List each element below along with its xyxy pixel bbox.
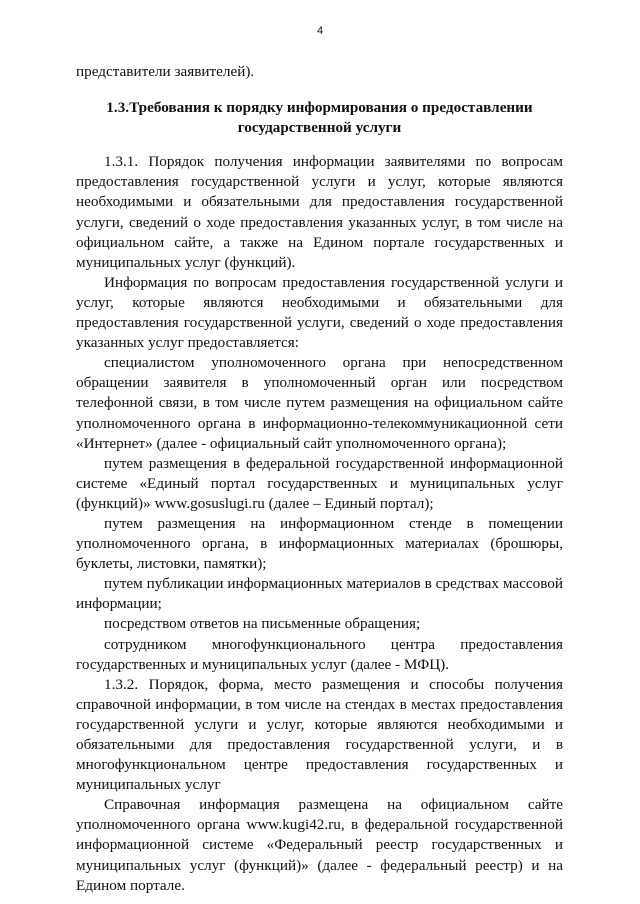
paragraph-information-provided: Информация по вопросам предоставления государственной услуги и услуг, которые являются необходимыми и обязательными для предоставления государственной услуги, сведений о ходе предоставления указанных услуг предоставляется: <box>76 273 563 352</box>
paragraph-1-3-1: 1.3.1. Порядок получения информации заявителями по вопросам предоставления государственной услуги и услуг, которые являются необходимыми и обязательными для предоставления государственной услуги, сведений о ходе предоставления указанных услуг, в том числе на официальном сайте, а также на Едином портале государственных и муниципальных услуг (функций). <box>76 153 563 271</box>
continuation-paragraph: представители заявителей). <box>76 63 255 80</box>
list-item-written-requests: посредством ответов на письменные обращения; <box>104 615 421 633</box>
paragraph-reference-information: Справочная информация размещена на официальном сайте уполномоченного органа www.kugi42.ru, в федеральной государственной информационной системе «Федеральный реестр государственных и муниципальных услуг (функций)» (далее - федеральный реестр) и на Едином портале. <box>76 796 563 894</box>
paragraph-1-3-2: 1.3.2. Порядок, форма, место размещения и способы получения справочной информации, в том числе на стендах в местах предоставления государственной услуги и услуг, которые являются необходимыми и обязательными для предоставления государственной услуги, и в многофункциональном центре предоставления государственных и муниципальных услуг <box>76 675 563 794</box>
list-item-information-stand: путем размещения на информационном стенде в помещении уполномоченного органа, в информационных материалах (брошюры, буклеты, листовки, памятки); <box>76 514 563 573</box>
list-item-mfc-employee: сотрудником многофункционального центра предоставления государственных и муниципальных услуг (далее - МФЦ). <box>76 635 563 673</box>
list-item-specialist: специалистом уполномоченного органа при непосредственном обращении заявителя в уполномоченный орган или посредством телефонной связи, в том числе путем размещения на официальном сайте уполномоченного органа в информационно-телекоммуникационной сети «Интернет» (далее - официальный сайт уполномоченного органа); <box>76 354 563 452</box>
list-item-mass-media: путем публикации информационных материалов в средствах массовой информации; <box>76 575 563 613</box>
section-title-line-1: 1.3.Требования к порядку информирования о предоставлении <box>106 99 533 117</box>
page-number: 4 <box>316 25 324 37</box>
list-item-federal-portal: путем размещения в федеральной государственной информационной системе «Единый портал государственных и муниципальных услуг (функций)» www.gosuslugi.ru (далее – Единый портал); <box>76 454 563 512</box>
section-title-line-2: государственной услуги <box>237 119 402 137</box>
document-body <box>76 62 563 896</box>
section-title <box>76 98 563 138</box>
